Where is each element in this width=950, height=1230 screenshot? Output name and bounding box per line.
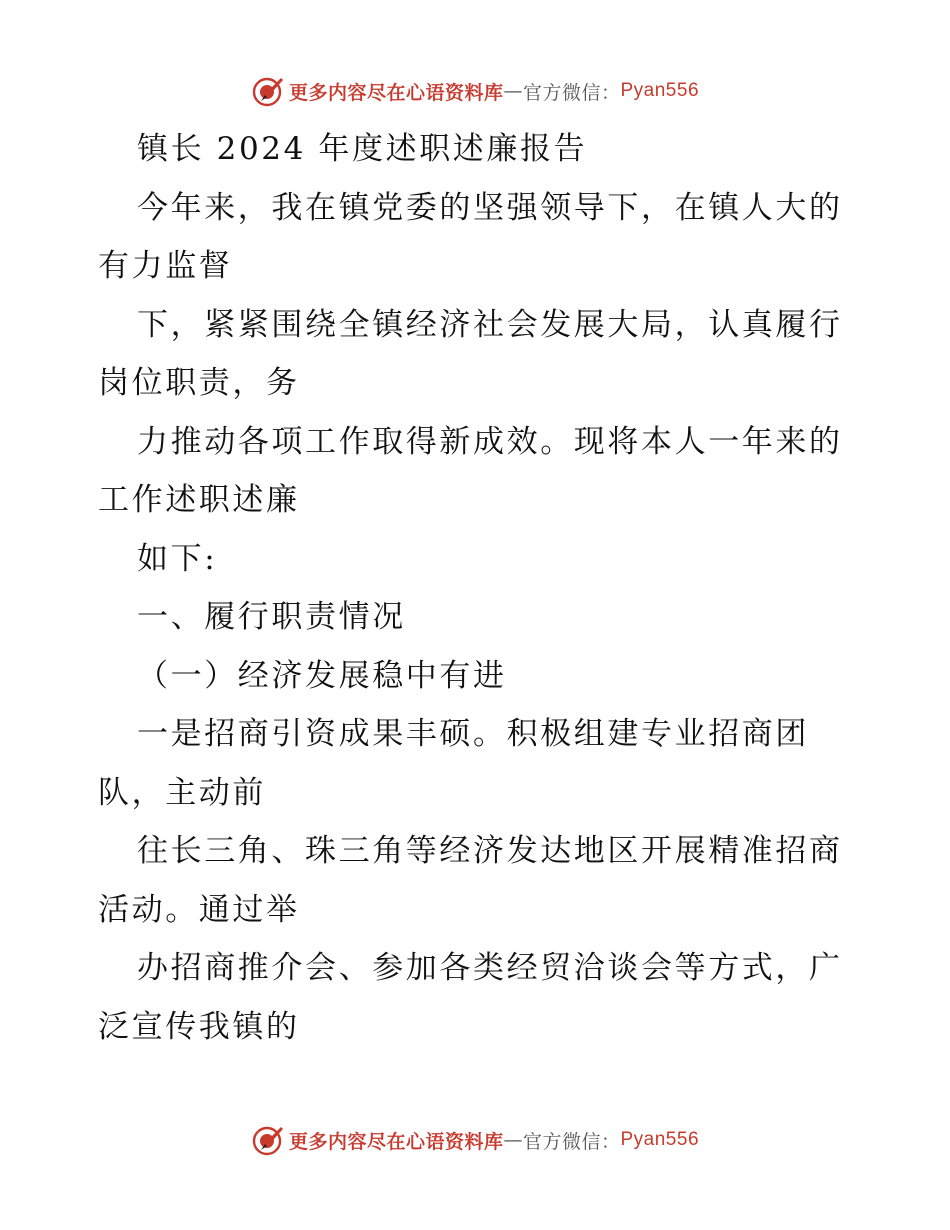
- text-line: 有力监督: [98, 248, 233, 284]
- text-line: 一是招商引资成果丰硕。积极组建专业招商团: [137, 716, 809, 752]
- footer-watermark: [0, 1120, 950, 1160]
- text-line: 工作述职述廉: [98, 482, 300, 518]
- text-line: 今年来，我在镇党委的坚强领导下，在镇人大的: [137, 189, 843, 226]
- text-line: 岗位职责，务: [98, 365, 300, 401]
- text-line: 力推动各项工作取得新成效。现将本人一年来的: [137, 423, 843, 460]
- document-title: 镇长 2024 年度述职述廉报告: [137, 131, 588, 167]
- watermark-brand: 更多内容尽在心语资料库: [288, 1130, 504, 1153]
- watermark-account: Pyan556: [620, 80, 700, 101]
- text-line: 泛宣传我镇的: [98, 1008, 300, 1045]
- text-line: 办招商推介会、参加各类经贸洽谈会等方式，广: [137, 950, 843, 986]
- quill-logo-icon: [251, 74, 285, 108]
- text-line: 活动。通过举: [98, 891, 300, 928]
- text-line: 如下:: [137, 540, 218, 577]
- text-line: 下，紧紧围绕全镇经济社会发展大局，认真履行: [137, 306, 843, 343]
- text-line: 队，主动前: [98, 774, 266, 811]
- watermark-dash: —: [503, 80, 523, 102]
- document-body: [98, 120, 868, 1056]
- text-line: 往长三角、珠三角等经济发达地区开展精准招商: [137, 833, 843, 869]
- subsection-heading: （一）经济发展稳中有进: [137, 657, 507, 694]
- watermark-dash: —: [503, 1129, 523, 1151]
- section-heading: 一、履行职责情况: [137, 599, 406, 635]
- quill-logo-icon: [251, 1123, 285, 1157]
- watermark-official: 官方微信：: [522, 81, 621, 104]
- watermark-brand: 更多内容尽在心语资料库: [288, 81, 504, 104]
- header-watermark: [0, 71, 950, 111]
- watermark-account: Pyan556: [620, 1129, 700, 1150]
- watermark-official: 官方微信：: [522, 1130, 621, 1153]
